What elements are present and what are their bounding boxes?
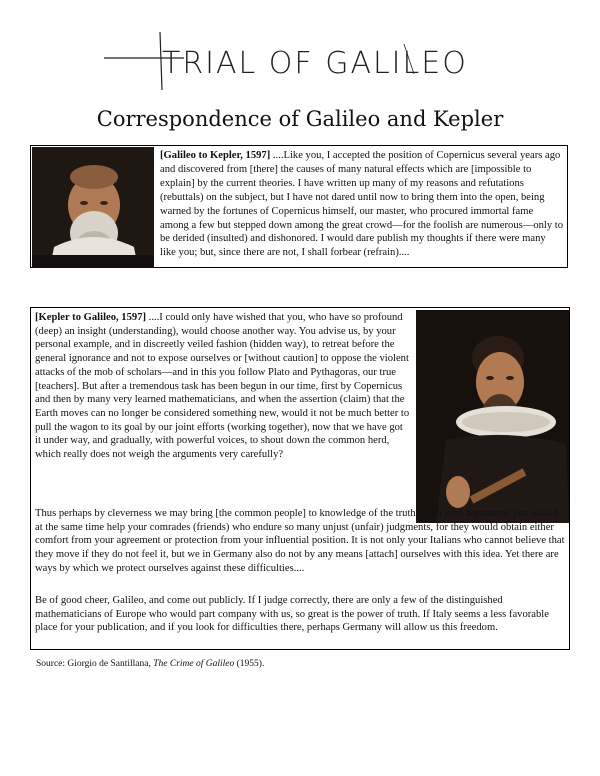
trial-of-galileo-logo: [104, 30, 468, 92]
kepler-letter-box: [30, 307, 570, 650]
kepler-portrait-illustration: [416, 310, 569, 523]
logo-text: TRIAL OF GALILEO: [162, 46, 468, 81]
source-prefix: Source: Giorgio de Santillana,: [36, 659, 154, 669]
kepler-letter-paragraph-2: Thus perhaps by cleverness we may bring [the common people] to knowledge of the truth. With your arguments you would at the same time help your comrades (friends) who endure so many unjust (unfair) judgments, for they would obtain either comfort from your agreement or protection from your influential position. It is not only your Italians who cannot believe that they move if they do not feel it, but we in Germany also do not by any means [attach] ourselves with this idea. Yet there are ways by which we protect ourselves against these difficulties....: [35, 508, 565, 574]
kepler-letter-paragraph-3: Be of good cheer, Galileo, and come out publicly. If I judge correctly, there are only a few of the distinguished mathematicians of Europe who would part company with us, so great is the power of truth. If Italy seems a less favorable place for your publication, and if you look for difficulties there, perhaps Germany will allow us this freedom.: [35, 595, 549, 634]
galileo-letter-text: [160, 149, 564, 260]
galileo-portrait: [32, 147, 154, 268]
kepler-letter-heading: [Kepler to Galileo, 1597]: [35, 312, 147, 323]
galileo-portrait-illustration: [32, 147, 154, 268]
source-suffix: (1955).: [234, 659, 265, 669]
galileo-letter-heading: [Galileo to Kepler, 1597]: [160, 150, 271, 161]
source-citation: [36, 659, 556, 669]
page-title: Correspondence of Galileo and Kepler: [96, 107, 504, 131]
kepler-letter-body-1: ....I could only have wished that you, who have so profound (deep) an insight (understanding), would choose another way. You advise us, by your personal example, and in discreetly veiled fashion (hidden way), to retreat before the general ignorance and not to expose ourselves or [without caution] to oppose the violent attacks of the mob of scholars—and in this you follow Plato and Pythagoras, our true [teachers]. But after a tremendous task has been begun in our time, first by Copernicus and then by many very learned mathematicians, and when the assertion (claim) that the Earth moves can no longer be considered something new, would it not be much better to pull the wagon to its goal by our joint efforts (working together), now that we have got it under way, and gradually, with powerful voices, to shout down the common herd, which really does not weigh the arguments very carefully?: [35, 312, 410, 461]
source-book-title: The Crime of Galileo: [153, 659, 235, 669]
galileo-letter-box: [30, 145, 568, 268]
kepler-portrait: [416, 310, 569, 523]
galileo-letter-body: ....Like you, I accepted the position of Copernicus several years ago and discovered from [there] the causes of many natural effects which are [impossible to explain] by the current theories. I have written up many of my reasons and refutations (rebuttals) on the subject, but I have not dared until now to bring them into the open, being warned by the fortunes of Copernicus himself, our master, who procured immortal fame among a few but stepped down among the great crowd—for the foolish are numerous—only to be derided (insulted) and dishonored. I would dare publish my thoughts if there were many like you; but, since there are not, I shall forbear (refrain)....: [160, 150, 564, 259]
kepler-letter-paragraph-1: [35, 311, 411, 462]
